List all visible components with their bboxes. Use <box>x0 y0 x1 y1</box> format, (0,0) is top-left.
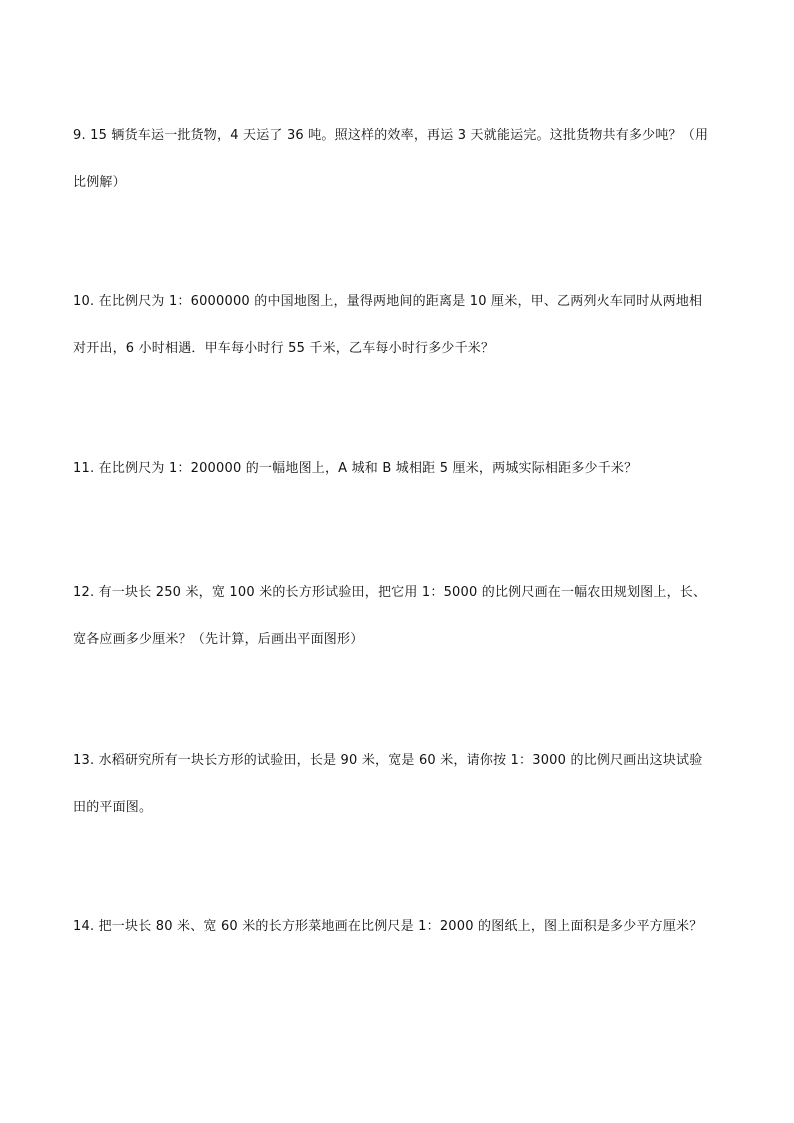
problem-9 <box>73 112 723 206</box>
problem-12-line-1: 12. 有一块长 250 米，宽 100 米的长方形试验田，把它用 1：5000 的比例尺画在一幅农田规划图上，长、 <box>73 585 707 600</box>
problem-13 <box>73 737 723 831</box>
problem-11-line-1: 11. 在比例尺为 1：200000 的一幅地图上，A 城和 B 城相距 5 厘米，两城实际相距多少千米？ <box>73 461 638 476</box>
problem-10-line-1: 10. 在比例尺为 1：6000000 的中国地图上，量得两地间的距离是 10 厘米，甲、乙两列火车同时从两地相 <box>73 294 703 309</box>
problem-9-line-1: 9. 15 辆货车运一批货物，4 天运了 36 吨。照这样的效率，再运 3 天就能运完。这批货物共有多少吨？（用 <box>73 128 709 143</box>
problem-14-line-1: 14. 把一块长 80 米、宽 60 米的长方形菜地画在比例尺是 1：2000 的图纸上，图上面积是多少平方厘米？ <box>73 919 703 934</box>
problem-13-line-2: 田的平面图。 <box>73 800 153 815</box>
problem-12 <box>73 569 723 663</box>
problem-10 <box>73 278 723 372</box>
problem-14 <box>73 903 723 950</box>
problem-12-line-2: 宽各应画多少厘米？（先计算，后画出平面图形） <box>73 632 364 647</box>
problem-9-line-2: 比例解） <box>73 175 126 190</box>
problem-10-line-2: 对开出，6 小时相遇．甲车每小时行 55 千米，乙车每小时行多少千米？ <box>73 341 495 356</box>
problem-13-line-1: 13. 水稻研究所有一块长方形的试验田，长是 90 米，宽是 60 米，请你按 1：3000 的比例尺画出这块试验 <box>73 753 703 768</box>
problem-11 <box>73 445 723 492</box>
